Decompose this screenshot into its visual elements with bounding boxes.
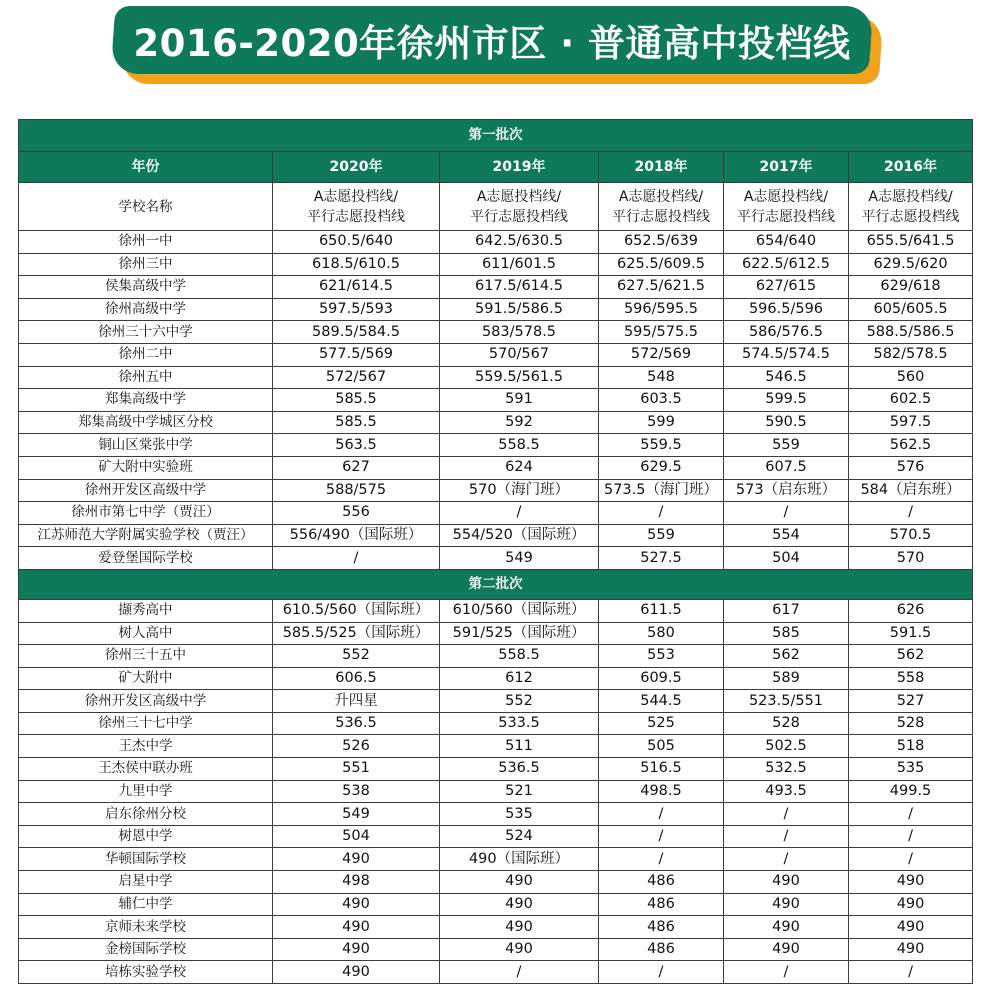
subheader-line2: 平行志愿投档线	[737, 208, 835, 225]
table-row	[19, 276, 973, 299]
score-2017-cell: 590.5	[724, 411, 849, 434]
subheader-line1: A志愿投档线/	[868, 188, 953, 205]
score-2016-cell: 597.5	[849, 411, 973, 434]
score-2016-cell: 562	[849, 645, 973, 668]
score-2016-cell: 626	[849, 599, 973, 622]
score-2017-cell: 490	[724, 871, 849, 894]
subheader-cell	[273, 183, 440, 231]
subheader-cell	[440, 183, 599, 231]
school-name-cell: 启东徐州分校	[19, 803, 273, 826]
score-2019-cell: /	[440, 502, 599, 525]
score-2019-cell: 524	[440, 825, 599, 848]
score-2016-cell: 576	[849, 456, 973, 479]
score-2019-cell: 490	[440, 893, 599, 916]
school-name-cell: 徐州三十七中学	[19, 712, 273, 735]
score-2016-cell: 528	[849, 712, 973, 735]
table-row	[19, 758, 973, 781]
table-row	[19, 456, 973, 479]
score-2018-cell: 516.5	[599, 758, 724, 781]
school-name-cell: 徐州开发区高级中学	[19, 690, 273, 713]
score-2016-cell: /	[849, 961, 973, 984]
school-name-cell: 郑集高级中学城区分校	[19, 411, 273, 434]
score-2018-cell: /	[599, 502, 724, 525]
table-row	[19, 667, 973, 690]
score-2016-cell: /	[849, 825, 973, 848]
score-2017-cell: 596.5/596	[724, 298, 849, 321]
score-2019-cell: 570/567	[440, 343, 599, 366]
score-2019-cell: 490	[440, 871, 599, 894]
score-2017-cell: 546.5	[724, 366, 849, 389]
score-2018-cell: 629.5	[599, 456, 724, 479]
score-2019-cell: 591/525（国际班）	[440, 622, 599, 645]
score-2018-cell: 486	[599, 938, 724, 961]
school-name-cell: 爱登堡国际学校	[19, 547, 273, 570]
score-2019-cell: 549	[440, 547, 599, 570]
score-2017-cell: 586/576.5	[724, 321, 849, 344]
score-2019-cell: 611/601.5	[440, 253, 599, 276]
score-2016-cell: 490	[849, 938, 973, 961]
subheader-line2: 平行志愿投档线	[612, 208, 710, 225]
score-2018-cell: 486	[599, 871, 724, 894]
batch2-label: 第二批次	[19, 569, 973, 599]
score-2019-cell: 617.5/614.5	[440, 276, 599, 299]
school-name-cell: 徐州三十五中	[19, 645, 273, 668]
year-header-row	[19, 152, 973, 183]
school-name-cell: 徐州二中	[19, 343, 273, 366]
school-name-cell: 树人高中	[19, 622, 273, 645]
score-2017-cell: /	[724, 803, 849, 826]
table-row	[19, 735, 973, 758]
year-2019: 2019年	[440, 152, 599, 183]
score-2017-cell: 502.5	[724, 735, 849, 758]
score-2018-cell: 553	[599, 645, 724, 668]
score-2016-cell: 588.5/586.5	[849, 321, 973, 344]
score-2019-cell: 521	[440, 780, 599, 803]
score-2018-cell: 580	[599, 622, 724, 645]
score-2019-cell: 610/560（国际班）	[440, 599, 599, 622]
table-row	[19, 253, 973, 276]
year-2018: 2018年	[599, 152, 724, 183]
score-2017-cell: 490	[724, 893, 849, 916]
score-2016-cell: /	[849, 502, 973, 525]
table-row	[19, 848, 973, 871]
score-2017-cell: /	[724, 961, 849, 984]
score-2017-cell: 589	[724, 667, 849, 690]
subheader-line1: A志愿投档线/	[476, 188, 562, 205]
score-2018-cell: /	[599, 848, 724, 871]
school-name-cell: 侯集高级中学	[19, 276, 273, 299]
score-2020-cell: 549	[273, 803, 440, 826]
score-2018-cell: 596/595.5	[599, 298, 724, 321]
school-name-cell: 树恩中学	[19, 825, 273, 848]
score-2016-cell: 560	[849, 366, 973, 389]
score-2020-cell: 597.5/593	[273, 298, 440, 321]
score-2018-cell: 599	[599, 411, 724, 434]
score-2019-cell: 592	[440, 411, 599, 434]
year-2016: 2016年	[849, 152, 973, 183]
score-2016-cell: 535	[849, 758, 973, 781]
school-name-label: 学校名称	[19, 183, 273, 231]
school-name-cell: 撷秀高中	[19, 599, 273, 622]
score-2017-cell: 585	[724, 622, 849, 645]
school-name-cell: 徐州市第七中学（贾汪）	[19, 502, 273, 525]
school-name-cell: 徐州高级中学	[19, 298, 273, 321]
score-2016-cell: 629.5/620	[849, 253, 973, 276]
school-name-cell: 郑集高级中学	[19, 389, 273, 412]
score-2017-cell: /	[724, 848, 849, 871]
score-2016-cell: 591.5	[849, 622, 973, 645]
score-2019-cell: 558.5	[440, 645, 599, 668]
score-2016-cell: 490	[849, 871, 973, 894]
table-row	[19, 780, 973, 803]
score-2019-cell: 591.5/586.5	[440, 298, 599, 321]
subheader-line2: 平行志愿投档线	[470, 208, 568, 225]
score-2019-cell: 533.5	[440, 712, 599, 735]
score-2020-cell: 577.5/569	[273, 343, 440, 366]
school-name-cell: 王杰侯中联办班	[19, 758, 273, 781]
score-2019-cell: 511	[440, 735, 599, 758]
table-row	[19, 343, 973, 366]
table-row	[19, 366, 973, 389]
school-name-cell: 徐州三中	[19, 253, 273, 276]
score-2016-cell: 499.5	[849, 780, 973, 803]
score-2020-cell: 610.5/560（国际班）	[273, 599, 440, 622]
score-2017-cell: 574.5/574.5	[724, 343, 849, 366]
school-name-cell: 九里中学	[19, 780, 273, 803]
score-2017-cell: 528	[724, 712, 849, 735]
school-name-cell: 辅仁中学	[19, 893, 273, 916]
score-2018-cell: 573.5（海门班）	[599, 479, 724, 502]
score-2016-cell: 582/578.5	[849, 343, 973, 366]
score-2018-cell: 486	[599, 916, 724, 939]
score-2018-cell: 652.5/639	[599, 231, 724, 254]
school-name-cell: 华顿国际学校	[19, 848, 273, 871]
subheader-line1: A志愿投档线/	[743, 188, 829, 205]
score-2018-cell: /	[599, 803, 724, 826]
score-2019-cell: /	[440, 961, 599, 984]
score-2019-cell: 583/578.5	[440, 321, 599, 344]
score-2020-cell: 588/575	[273, 479, 440, 502]
school-name-cell: 徐州五中	[19, 366, 273, 389]
score-2017-cell: 493.5	[724, 780, 849, 803]
school-name-cell: 启星中学	[19, 871, 273, 894]
score-2020-cell: 498	[273, 871, 440, 894]
score-2016-cell: /	[849, 803, 973, 826]
table-row	[19, 502, 973, 525]
score-2018-cell: 609.5	[599, 667, 724, 690]
subheader-line2: 平行志愿投档线	[307, 208, 405, 225]
table-row	[19, 524, 973, 547]
score-2020-cell: /	[273, 547, 440, 570]
score-2017-cell: 490	[724, 916, 849, 939]
batch1-label: 第一批次	[19, 120, 973, 152]
score-2016-cell: 558	[849, 667, 973, 690]
school-name-cell: 矿大附中	[19, 667, 273, 690]
score-2019-cell: 554/520（国际班）	[440, 524, 599, 547]
score-2020-cell: 490	[273, 848, 440, 871]
table-row	[19, 389, 973, 412]
score-2017-cell: 562	[724, 645, 849, 668]
score-2016-cell: 518	[849, 735, 973, 758]
score-2019-cell: 612	[440, 667, 599, 690]
table-row	[19, 321, 973, 344]
score-2017-cell: 617	[724, 599, 849, 622]
score-2016-cell: /	[849, 848, 973, 871]
score-2020-cell: 621/614.5	[273, 276, 440, 299]
score-2016-cell: 570.5	[849, 524, 973, 547]
score-2017-cell: 523.5/551	[724, 690, 849, 713]
score-2019-cell: 558.5	[440, 434, 599, 457]
table-row	[19, 599, 973, 622]
score-2017-cell: 532.5	[724, 758, 849, 781]
score-2016-cell: 562.5	[849, 434, 973, 457]
score-2017-cell: /	[724, 825, 849, 848]
score-2019-cell: 490	[440, 916, 599, 939]
score-2020-cell: 627	[273, 456, 440, 479]
score-2016-cell: 490	[849, 893, 973, 916]
score-2017-cell: 599.5	[724, 389, 849, 412]
score-2020-cell: 552	[273, 645, 440, 668]
school-name-cell: 王杰中学	[19, 735, 273, 758]
score-2020-cell: 504	[273, 825, 440, 848]
subheader-cell	[849, 183, 973, 231]
score-2018-cell: 559	[599, 524, 724, 547]
table-row	[19, 961, 973, 984]
score-2020-cell: 606.5	[273, 667, 440, 690]
score-2020-cell: 589.5/584.5	[273, 321, 440, 344]
score-2020-cell: 585.5	[273, 389, 440, 412]
school-name-cell: 江苏师范大学附属实验学校（贾汪）	[19, 524, 273, 547]
subheader-row	[19, 183, 973, 231]
table-row	[19, 479, 973, 502]
score-2017-cell: 627/615	[724, 276, 849, 299]
table-row	[19, 712, 973, 735]
score-2018-cell: 559.5	[599, 434, 724, 457]
score-2019-cell: 536.5	[440, 758, 599, 781]
score-2019-cell: 591	[440, 389, 599, 412]
school-name-cell: 徐州一中	[19, 231, 273, 254]
score-2020-cell: 585.5/525（国际班）	[273, 622, 440, 645]
score-2019-cell: 642.5/630.5	[440, 231, 599, 254]
score-2016-cell: 605/605.5	[849, 298, 973, 321]
score-2018-cell: 627.5/621.5	[599, 276, 724, 299]
school-name-cell: 矿大附中实验班	[19, 456, 273, 479]
score-2017-cell: 554	[724, 524, 849, 547]
score-2017-cell: /	[724, 502, 849, 525]
score-2018-cell: 527.5	[599, 547, 724, 570]
score-2019-cell: 490	[440, 938, 599, 961]
score-2019-cell: 559.5/561.5	[440, 366, 599, 389]
score-2017-cell: 573（启东班）	[724, 479, 849, 502]
table-row	[19, 231, 973, 254]
year-label: 年份	[19, 152, 273, 183]
score-2018-cell: /	[599, 961, 724, 984]
score-2020-cell: 556	[273, 502, 440, 525]
score-2018-cell: 544.5	[599, 690, 724, 713]
score-2017-cell: 559	[724, 434, 849, 457]
score-2018-cell: 625.5/609.5	[599, 253, 724, 276]
school-name-cell: 铜山区棠张中学	[19, 434, 273, 457]
score-2019-cell: 552	[440, 690, 599, 713]
score-2020-cell: 563.5	[273, 434, 440, 457]
score-2020-cell: 536.5	[273, 712, 440, 735]
table-row	[19, 893, 973, 916]
subheader-line1: A志愿投档线/	[618, 188, 704, 205]
score-2020-cell: 升四星	[273, 690, 440, 713]
score-2016-cell: 527	[849, 690, 973, 713]
table-row	[19, 298, 973, 321]
score-2018-cell: 486	[599, 893, 724, 916]
table-row	[19, 411, 973, 434]
score-2016-cell: 570	[849, 547, 973, 570]
year-2020: 2020年	[273, 152, 440, 183]
score-2020-cell: 556/490（国际班）	[273, 524, 440, 547]
score-2020-cell: 618.5/610.5	[273, 253, 440, 276]
subheader-cell	[724, 183, 849, 231]
school-name-cell: 培栋实验学校	[19, 961, 273, 984]
score-2018-cell: 611.5	[599, 599, 724, 622]
score-2018-cell: 572/569	[599, 343, 724, 366]
score-2018-cell: 525	[599, 712, 724, 735]
score-2018-cell: 548	[599, 366, 724, 389]
table-row	[19, 871, 973, 894]
score-2020-cell: 650.5/640	[273, 231, 440, 254]
school-name-cell: 徐州开发区高级中学	[19, 479, 273, 502]
table-row	[19, 645, 973, 668]
score-2020-cell: 490	[273, 916, 440, 939]
batch2-header-row	[19, 569, 973, 599]
score-2018-cell: 595/575.5	[599, 321, 724, 344]
score-2018-cell: 505	[599, 735, 724, 758]
title-banner	[113, 6, 873, 76]
table-row	[19, 434, 973, 457]
school-name-cell: 京师未来学校	[19, 916, 273, 939]
score-2020-cell: 538	[273, 780, 440, 803]
table-row	[19, 916, 973, 939]
score-2019-cell: 624	[440, 456, 599, 479]
year-2017: 2017年	[724, 152, 849, 183]
table-row	[19, 938, 973, 961]
score-2016-cell: 584（启东班）	[849, 479, 973, 502]
score-2019-cell: 535	[440, 803, 599, 826]
score-2019-cell: 490（国际班）	[440, 848, 599, 871]
table-row	[19, 622, 973, 645]
school-name-cell: 金榜国际学校	[19, 938, 273, 961]
score-2020-cell: 526	[273, 735, 440, 758]
score-2019-cell: 570（海门班）	[440, 479, 599, 502]
table-row	[19, 690, 973, 713]
score-2018-cell: 498.5	[599, 780, 724, 803]
table-row	[19, 547, 973, 570]
score-2017-cell: 654/640	[724, 231, 849, 254]
score-2020-cell: 490	[273, 893, 440, 916]
page-title: 2016-2020年徐州市区 · 普通高中投档线	[133, 22, 851, 65]
score-2018-cell: 603.5	[599, 389, 724, 412]
score-2017-cell: 607.5	[724, 456, 849, 479]
score-2016-cell: 490	[849, 916, 973, 939]
table-row	[19, 825, 973, 848]
score-2017-cell: 490	[724, 938, 849, 961]
batch1-header-row	[19, 120, 973, 152]
score-2020-cell: 585.5	[273, 411, 440, 434]
score-2020-cell: 490	[273, 961, 440, 984]
score-2016-cell: 602.5	[849, 389, 973, 412]
subheader-cell	[599, 183, 724, 231]
score-2020-cell: 572/567	[273, 366, 440, 389]
school-name-cell: 徐州三十六中学	[19, 321, 273, 344]
score-2018-cell: /	[599, 825, 724, 848]
score-2016-cell: 655.5/641.5	[849, 231, 973, 254]
subheader-line1: A志愿投档线/	[313, 188, 399, 205]
subheader-line2: 平行志愿投档线	[861, 208, 960, 225]
score-2017-cell: 622.5/612.5	[724, 253, 849, 276]
table-row	[19, 803, 973, 826]
score-2017-cell: 504	[724, 547, 849, 570]
score-2016-cell: 629/618	[849, 276, 973, 299]
admission-score-table	[18, 119, 973, 984]
score-2020-cell: 551	[273, 758, 440, 781]
score-2020-cell: 490	[273, 938, 440, 961]
